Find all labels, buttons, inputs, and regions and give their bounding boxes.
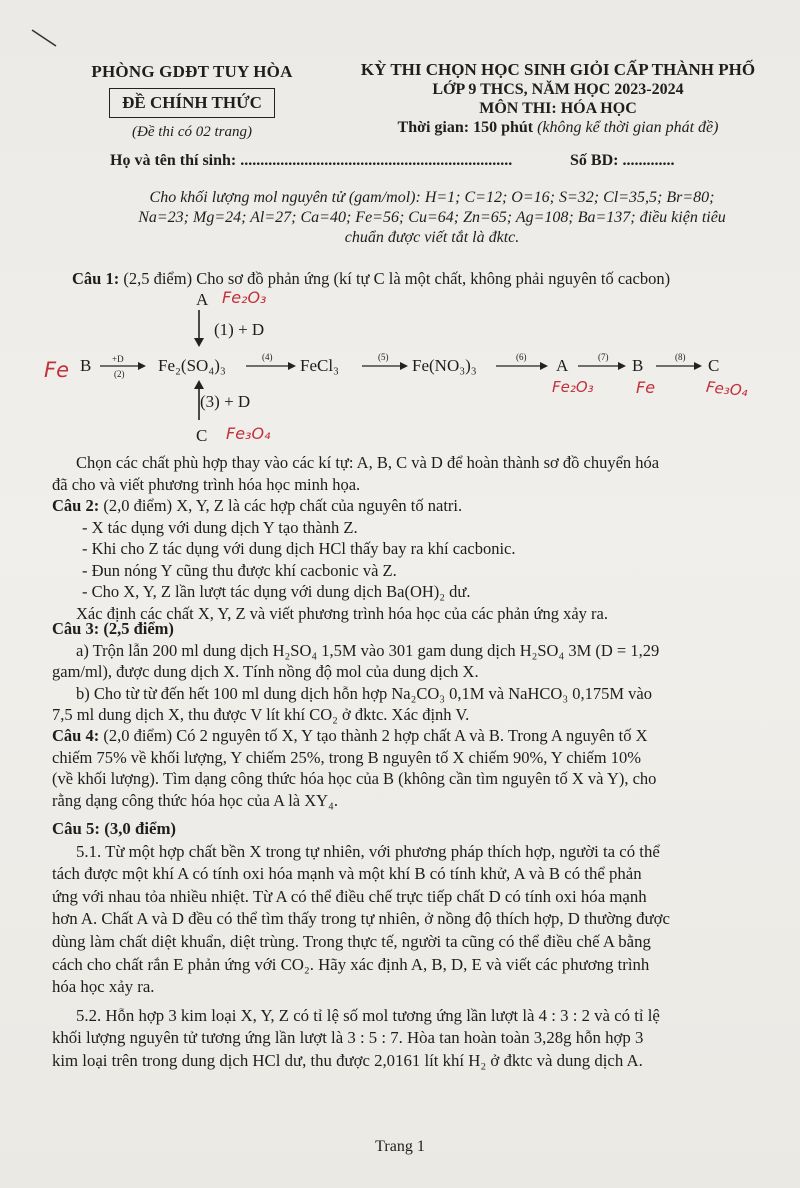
scheme-c-end: C <box>708 356 720 375</box>
intro-line: chuẩn được viết tắt là đktc. <box>344 229 520 246</box>
scheme-fe2so43: Fe₂(SO₄)₃ <box>158 356 226 375</box>
arrow-label: (8) <box>675 352 686 362</box>
arrow-label: (6) <box>516 352 527 362</box>
official-exam-badge: ĐỀ CHÍNH THỨC <box>109 88 275 118</box>
question-text: a) Trộn lẫn 200 ml dung dịch H₂SO₄ 1,5M vào 301 gam dung dịch H₂SO₄ 3M (D = 1,29 <box>76 640 660 660</box>
question-text: cách cho chất rắn E phản ứng với CO₂. Hãy xác định A, B, D, E và viết các phương trình <box>52 954 650 974</box>
question-1-task <box>52 452 792 495</box>
scheme-a-top: A <box>196 290 209 309</box>
question-2 <box>52 495 792 624</box>
arrow-label: +D <box>112 354 124 364</box>
question-title: Câu 5: <box>52 819 101 838</box>
question-5 <box>52 818 796 1073</box>
arrow-label: (7) <box>598 352 609 362</box>
question-text: Cho sơ đồ phản ứng (kí tự C là một chất, không phải nguyên tố cacbon) <box>196 269 671 288</box>
question-text: 7,5 ml dung dịch X, thu được V lít khí CO₂ ở đktc. Xác định V. <box>52 705 470 724</box>
department-name: PHÒNG GDĐT TUY HÒA <box>91 62 293 81</box>
scheme-a-mid: A <box>556 356 569 375</box>
question-text: b) Cho từ từ đến hết 100 ml dung dịch hỗn hợp Na₂CO₃ 0,1M và NaHCO₃ 0,175M vào <box>76 683 652 703</box>
question-title: Câu 3: <box>52 619 100 638</box>
handwritten-answer: Fe₂O₃ <box>552 378 594 396</box>
question-points: (3,0 điểm) <box>104 819 177 838</box>
scheme-fecl3: FeCl₃ <box>300 356 339 375</box>
question-text: dùng làm chất diệt khuẩn, diệt trùng. Trong thực tế, người ta cũng có thể điều chế A bằng <box>52 931 651 951</box>
arrow-right <box>656 361 702 371</box>
scheme-b-mid: B <box>632 356 644 375</box>
question-text: hơn A. Chất A và D đều có thể tìm thấy trong tự nhiên, ở nồng độ thích hợp, D thường được <box>52 909 670 929</box>
question-points: (2,5 điểm) <box>103 619 174 638</box>
question-text: kim loại trên trong dung dịch HCl dư, thu được 2,0161 lít khí H₂ ở đktc và dung dịch A. <box>52 1050 643 1070</box>
question-title: Câu 4: <box>52 726 100 745</box>
scheme-step-1: (1) + D <box>214 320 265 339</box>
arrow-right <box>246 361 296 371</box>
handwritten-answer: Fe₂O₃ <box>222 288 267 307</box>
list-item: - X tác dụng với dung dịch Y tạo thành Z. <box>82 517 358 537</box>
atomic-mass-intro <box>72 188 792 248</box>
time-note: (không kể thời gian phát đề) <box>537 119 719 136</box>
question-text: Có 2 nguyên tố X, Y tạo thành 2 hợp chất A và B. Trong A nguyên tố X <box>176 726 648 745</box>
question-text: hóa học xảy ra. <box>52 977 155 997</box>
candidate-number-field[interactable]: Số BD: ............. <box>570 152 675 169</box>
time-line <box>318 119 798 137</box>
arrow-right <box>362 361 408 371</box>
question-text: gam/ml), được dung dịch X. Tính nồng độ mol của dung dịch X. <box>52 662 479 681</box>
handwritten-answer: Fe₃O₄ <box>226 424 271 443</box>
question-text: 5.1. Từ một hợp chất bền X trong tự nhiên, với phương pháp thích hợp, người ta có thể <box>76 841 660 861</box>
arrow-label: (4) <box>262 352 273 362</box>
scheme-b-left: B <box>80 356 92 375</box>
candidate-line <box>110 152 790 170</box>
question-text: X, Y, Z là các hợp chất của nguyên tố natri. <box>176 496 463 515</box>
handwritten-answer: Fe <box>44 358 69 382</box>
question-text: tách được một khí A có tính oxi hóa mạnh và một khí B có tính khử, A và B có thể phản <box>52 864 642 884</box>
question-text: ứng với nhau tỏa nhiều nhiệt. Từ A có thể điều chế trực tiếp chất D có tính oxi hóa mạnh <box>52 886 647 906</box>
header-left <box>82 62 302 141</box>
subject: MÔN THI: HÓA HỌC <box>479 100 637 117</box>
arrow-right <box>100 361 146 371</box>
arrow-right <box>496 361 548 371</box>
list-item: - Đun nóng Y cũng thu được khí cacbonic và Z. <box>82 560 397 580</box>
intro-line: Cho khối lượng mol nguyên tử (gam/mol): H=1; C=12; O=16; S=32; Cl=35,5; Br=80; <box>149 189 715 206</box>
arrow-label: (5) <box>378 352 389 362</box>
question-1-heading <box>72 268 792 290</box>
pages-note: (Đề thi có 02 trang) <box>132 124 252 140</box>
time-label: Thời gian: 150 phút <box>397 119 534 136</box>
list-item: - Cho X, Y, Z lần lượt tác dụng với dung dịch Ba(OH)₂ dư. <box>82 582 471 601</box>
scheme-step-3: (3) + D <box>200 392 251 411</box>
question-text: Xác định các chất X, Y, Z và viết phương trình hóa học của các phản ứng xảy ra. <box>76 603 608 623</box>
handwritten-answer: Fe₃O₄ <box>705 377 749 401</box>
question-points: (2,0 điểm) <box>103 726 173 745</box>
question-text: đã cho và viết phương trình hóa học minh họa. <box>52 474 361 494</box>
question-text: khối lượng nguyên tử tương ứng lần lượt là 3 : 5 : 7. Hòa tan hoàn toàn 3,28g hỗn hợp 3 <box>52 1028 644 1048</box>
question-4 <box>52 725 792 811</box>
question-points: (2,5 điểm) <box>123 269 193 288</box>
question-text: Chọn các chất phù hợp thay vào các kí tự: A, B, C và D để hoàn thành sơ đồ chuyển hóa <box>76 453 660 472</box>
question-points: (2,0 điểm) <box>103 496 173 515</box>
candidate-name-field[interactable]: Họ và tên thí sinh: .................................................................... <box>110 152 513 169</box>
pen-mark <box>30 28 60 50</box>
exam-title: KỲ THI CHỌN HỌC SINH GIỎI CẤP THÀNH PHỐ <box>360 60 756 79</box>
question-text: rằng dạng công thức hóa học của A là XY₄. <box>52 790 338 810</box>
list-item: - Khi cho Z tác dụng với dung dịch HCl thấy bay ra khí cacbonic. <box>82 539 516 558</box>
page-number: Trang 1 <box>375 1138 425 1155</box>
arrow-down <box>191 310 207 348</box>
arrow-right <box>578 361 626 371</box>
intro-line: Na=23; Mg=24; Al=27; Ca=40; Fe=56; Cu=64; Zn=65; Ag=108; Ba=137; điều kiện tiêu <box>138 209 726 226</box>
question-text: (về khối lượng). Tìm dạng công thức hóa học của B (không cần tìm nguyên tố X và Y), cho <box>52 769 657 788</box>
grade-year: LỚP 9 THCS, NĂM HỌC 2023-2024 <box>432 81 684 98</box>
question-title: Câu 1: <box>72 269 120 288</box>
scheme-c-bottom: C <box>196 426 208 445</box>
question-3 <box>52 618 792 726</box>
handwritten-answer: Fe <box>636 378 656 397</box>
scheme-feno33: Fe(NO₃)₃ <box>412 356 477 375</box>
header-right <box>318 60 798 137</box>
question-text: 5.2. Hỗn hợp 3 kim loại X, Y, Z có tỉ lệ số mol tương ứng lần lượt là 4 : 3 : 2 và có tỉ lệ <box>76 1005 660 1025</box>
question-text: chiếm 75% về khối lượng, Y chiếm 25%, trong B nguyên tố X chiếm 90%, Y chiếm 10% <box>52 747 641 767</box>
question-title: Câu 2: <box>52 496 100 515</box>
arrow-label: (2) <box>114 369 125 379</box>
